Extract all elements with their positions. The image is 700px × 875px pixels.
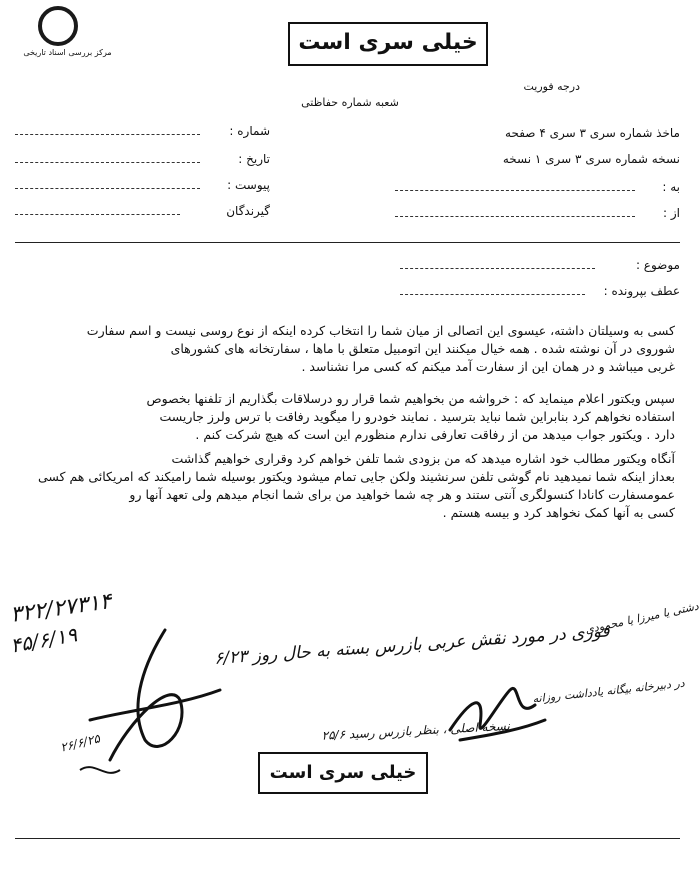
field-to-line bbox=[395, 190, 635, 191]
handwritten-side-note: دشتی یا میرزا یا محمودی bbox=[584, 599, 700, 637]
department-label: شعبه شماره حفاظتی bbox=[301, 96, 399, 109]
handwritten-date: ۴۵/۶/۱۹ bbox=[8, 622, 79, 658]
handwritten-instruction: فوری در مورد نقش عربی بازرس بسته به حال روز ۶/۲۳ bbox=[213, 621, 611, 669]
logo-mark-icon bbox=[38, 6, 78, 46]
field-date-label: تاریخ : bbox=[238, 152, 270, 166]
field-attachment-label: پیوست : bbox=[227, 178, 270, 192]
reference-label: عطف بپرونده : bbox=[603, 284, 680, 298]
field-recipients-line bbox=[15, 214, 180, 215]
body-line: عمومسفارت کانادا کنسولگری آنتی ستند و هر چه شما خواهید من برای شما انجام میدهم ولی تعهد آنها رو bbox=[129, 487, 675, 502]
archive-logo bbox=[10, 6, 120, 56]
urgency-label: درجه فوریت bbox=[523, 80, 580, 93]
watermark-text: مرکز بررسی اسناد تاریخی bbox=[23, 48, 112, 57]
body-line: استفاده نخواهم کرد بنابراین شما نباید بترسید . نمایند خودرو را میگوید رفاقت با ترس ولرز جاریست bbox=[159, 409, 675, 424]
top-classification-stamp: خیلی سری است bbox=[288, 22, 488, 66]
handwritten-small-date: ۲۶/۶/۲۵ bbox=[58, 731, 102, 755]
signature-left bbox=[70, 620, 230, 790]
body-line: غربی میباشد و در همان این از سفارت آمد میکنم که کسی مرا نشناسد . bbox=[301, 359, 675, 374]
body-line: کسی به آنها کمک نخواهد کرد و بیسه هستم . bbox=[442, 505, 675, 520]
reference-line bbox=[400, 294, 585, 295]
body-line: کسی به وسیلتان داشته، عیسوی این اتصالی از میان شما را انتخاب کرده اینکه از نوع روسی نیست و اسم سفارت bbox=[86, 323, 675, 338]
body-line: بعداز اینکه شما نمیدهید نام گوشی تلفن سرنشیند ولکن جایی تمام میشود ویکتور بوسیله شما رامیکند که امریکائی هم کسی bbox=[37, 469, 675, 484]
field-copy: نسخه شماره سری ۳ سری ۱ نسخه bbox=[502, 152, 680, 166]
body-line: آنگاه ویکتور مطالب خود اشاره میدهد که من بزودی شما تلفن خواهم کرد وقراری خواهیم گذاشت bbox=[171, 451, 675, 466]
header-separator bbox=[15, 242, 680, 243]
subject-line bbox=[400, 268, 595, 269]
subject-label: موضوع : bbox=[635, 258, 680, 272]
field-number-label: شماره : bbox=[229, 124, 270, 138]
bottom-classification-stamp: خیلی سری است bbox=[258, 752, 428, 794]
field-date-line bbox=[15, 162, 200, 163]
body-line: سپس ویکتور اعلام مینماید که : خرواشه من بخواهیم شما قرار رو درسلاقات بگذاریم از تلفنها بخصوص bbox=[146, 391, 675, 406]
field-from-label: از : bbox=[663, 206, 680, 220]
handwritten-lower-right-note: در دبیرخانه بیگانه یادداشت روزانه bbox=[531, 676, 686, 706]
field-number-line bbox=[15, 134, 200, 135]
field-source: ماخذ شماره سری ۳ سری ۴ صفحه bbox=[505, 126, 680, 140]
signature-right bbox=[440, 660, 550, 750]
field-to-label: به : bbox=[662, 180, 680, 194]
field-attachment-line bbox=[15, 188, 200, 189]
footer-separator bbox=[15, 838, 680, 839]
body-paragraph bbox=[37, 322, 675, 522]
field-recipients-label: گیرندگان bbox=[226, 204, 270, 218]
handwritten-number: ۳۲۲/۲۷۳۱۴ bbox=[8, 589, 114, 628]
field-from-line bbox=[395, 216, 635, 217]
body-line: دارد . ویکتور جواب میدهد من از رفاقت تعارفی ندارم منظورم این است که هیچ شرکت کنم . bbox=[195, 427, 675, 442]
body-line: شوروی در آن نوشته شده . همه خیال میکنند این اتومبیل متعلق با ماها ، سفارتخانه های کشورهای bbox=[170, 341, 675, 356]
handwritten-lower-note: نسخه اصلی ، بنظر بازرس رسید ۲۵/۶ bbox=[321, 718, 511, 743]
